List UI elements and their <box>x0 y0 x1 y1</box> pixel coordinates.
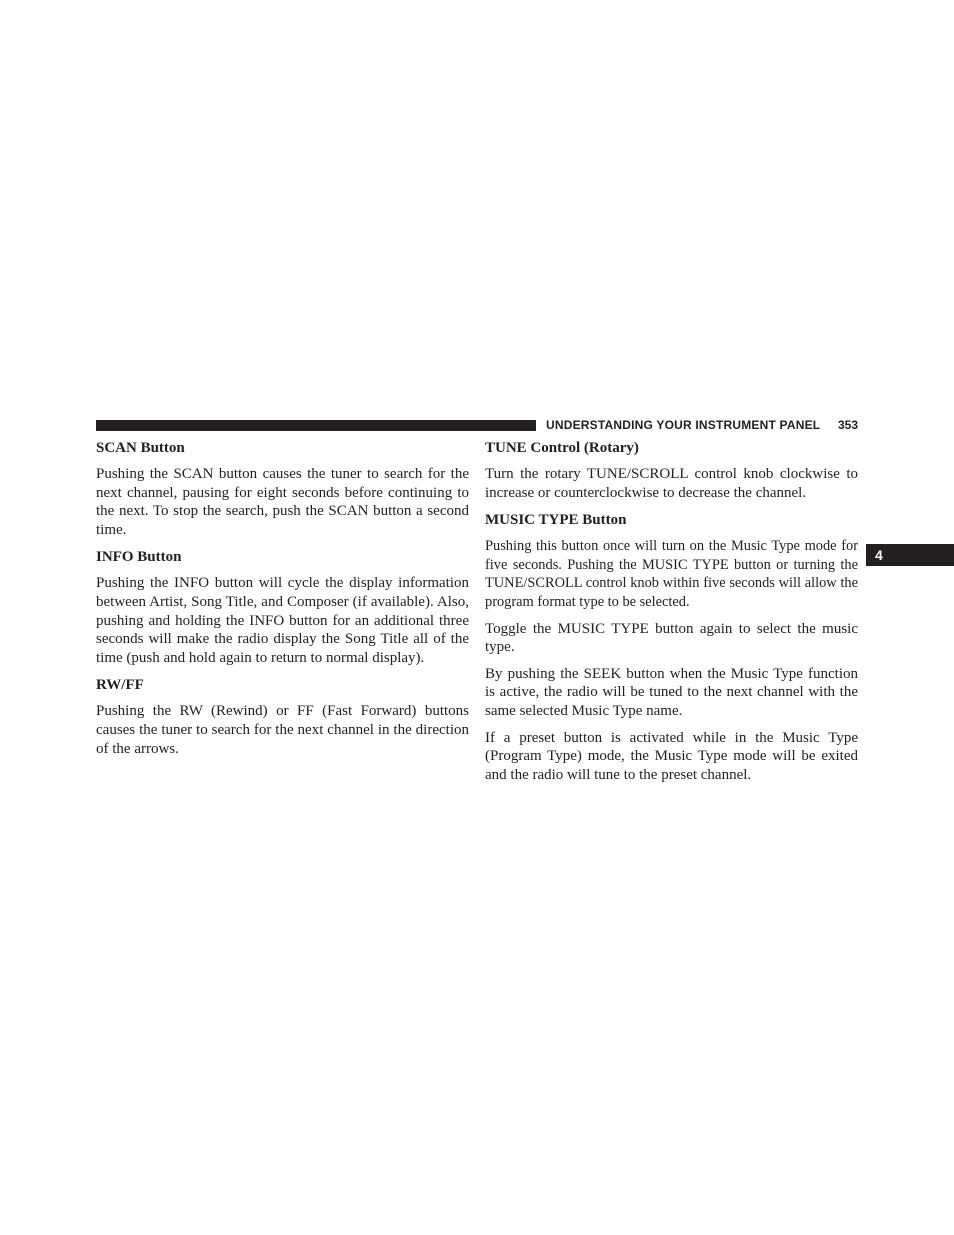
rw-ff-section <box>96 675 469 758</box>
section-heading: TUNE Control (Rotary) <box>485 440 639 456</box>
section-heading: INFO Button <box>96 549 182 566</box>
section-heading: RW/FF <box>96 677 144 694</box>
tune-control-section <box>485 438 858 502</box>
section-paragraph: Toggle the MUSIC TYPE button again to select the music type. <box>485 620 858 656</box>
section-heading: MUSIC TYPE Button <box>485 512 627 529</box>
right-column <box>485 438 858 792</box>
section-paragraph: By pushing the SEEK button when the Music Type function is active, the radio will be tuned to the next channel with the same selected Music Type name. <box>485 665 858 719</box>
section-paragraph: Pushing the SCAN button causes the tuner to search for the next channel, pausing for eight seconds before continuing to the next. To stop the search, push the SCAN button a second time. <box>96 466 469 538</box>
scan-button-section <box>96 438 469 539</box>
music-type-section <box>485 510 858 784</box>
page-number: 353 <box>837 418 858 432</box>
section-paragraph: Pushing this button once will turn on the Music Type mode for five seconds. Pushing the MUSIC TYPE button or turning the TUNE/SCROLL control knob within five seconds will allow the program format type to be selected. <box>485 538 858 610</box>
section-paragraph: Pushing the INFO button will cycle the display information between Artist, Song Title, and Composer (if available). Also, pushing and holding the INFO button for an additional three seconds will make the radio display the Song Title all of the time (push and hold again to return to normal display). <box>96 575 469 666</box>
info-button-section <box>96 547 469 667</box>
running-header-title: UNDERSTANDING YOUR INSTRUMENT PANEL <box>546 418 821 432</box>
left-column <box>96 438 469 766</box>
section-paragraph: Turn the rotary TUNE/SCROLL control knob clockwise to increase or counterclockwise to decrease the channel. <box>485 466 858 501</box>
header-rule <box>96 420 536 431</box>
chapter-tab <box>866 544 954 566</box>
section-heading: SCAN Button <box>96 440 185 456</box>
section-paragraph: Pushing the RW (Rewind) or FF (Fast Forward) buttons causes the tuner to search for the next channel in the direction of the arrows. <box>96 703 469 757</box>
section-paragraph: If a preset button is activated while in the Music Type (Program Type) mode, the Music Type mode will be exited and the radio will tune to the preset channel. <box>485 729 858 783</box>
chapter-number: 4 <box>875 547 883 563</box>
